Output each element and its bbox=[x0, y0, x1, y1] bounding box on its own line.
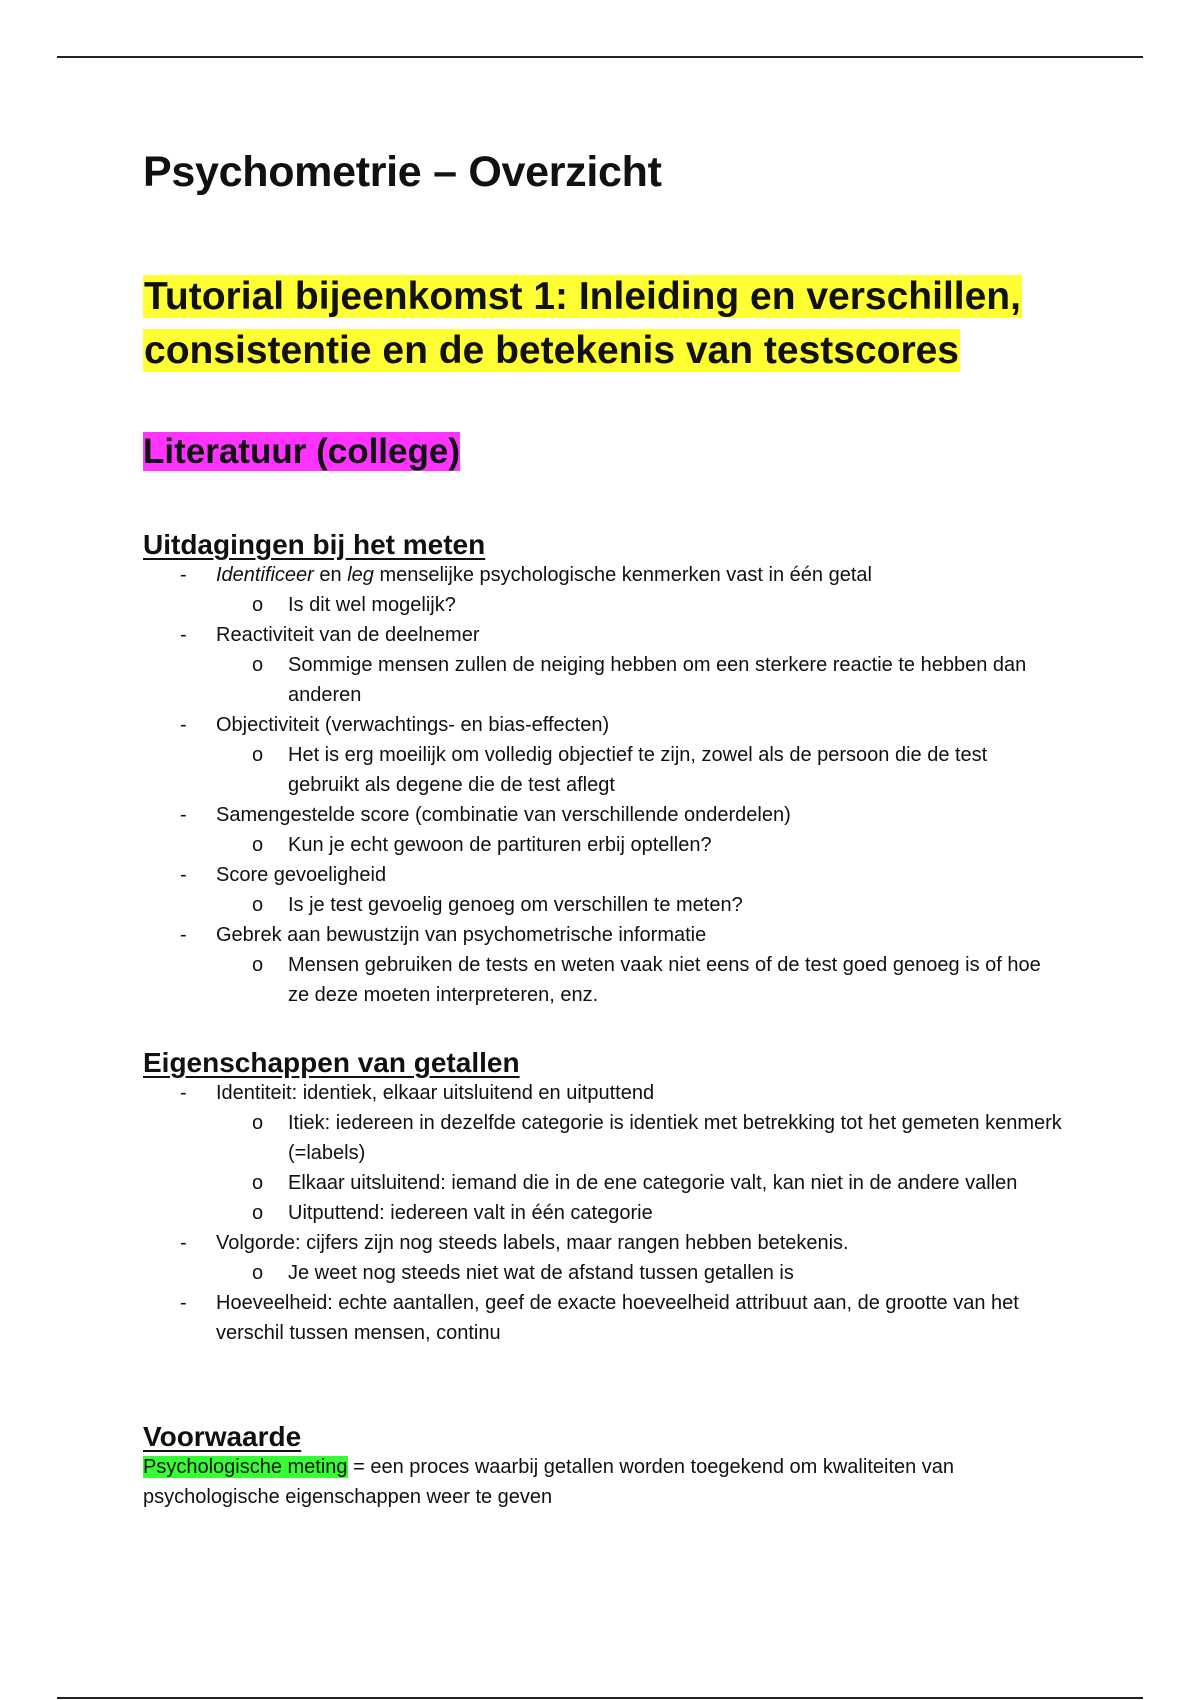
dash-bullet: - bbox=[180, 714, 187, 736]
list-item bbox=[143, 1228, 1063, 1258]
circle-bullet: o bbox=[252, 744, 264, 766]
section-heading: Uitdagingen bij het meten bbox=[143, 529, 486, 560]
list-item-text: menselijke psychologische kenmerken vast in één getal bbox=[373, 564, 872, 586]
circle-bullet: o bbox=[252, 654, 264, 676]
sub-list-item-text: Mensen gebruiken de tests en weten vaak niet eens of de test goed genoeg is of hoe ze deze moeten interpreteren, enz. bbox=[288, 954, 1041, 1006]
circle-bullet: o bbox=[252, 1112, 264, 1134]
circle-bullet: o bbox=[252, 834, 264, 856]
section-properties bbox=[143, 1046, 1063, 1348]
dash-bullet: - bbox=[180, 924, 187, 946]
dash-bullet: - bbox=[180, 1292, 187, 1314]
sub-list-item-text: Sommige mensen zullen de neiging hebben om een sterkere reactie te hebben dan anderen bbox=[288, 654, 1027, 706]
sub-list-item bbox=[143, 830, 1063, 860]
sub-list-item bbox=[143, 740, 1063, 800]
list-item-text: en bbox=[313, 564, 348, 586]
sub-list-item bbox=[143, 1168, 1063, 1198]
list-item-text: Hoeveelheid: echte aantallen, geef de exacte hoeveelheid attribuut aan, de grootte van het verschil tussen mensen, continu bbox=[216, 1292, 1019, 1344]
sub-list-item bbox=[143, 590, 1063, 620]
circle-bullet: o bbox=[252, 954, 264, 976]
dash-bullet: - bbox=[180, 864, 187, 886]
sub-list-item-text: Je weet nog steeds niet wat de afstand tussen getallen is bbox=[288, 1262, 794, 1284]
circle-bullet: o bbox=[252, 1202, 264, 1224]
dash-bullet: - bbox=[180, 1232, 187, 1254]
sub-list-item-text: Het is erg moeilijk om volledig objectief te zijn, zowel als de persoon die de test gebruikt als degene die de test aflegt bbox=[288, 744, 988, 796]
sub-list-item bbox=[143, 1198, 1063, 1228]
bottom-rule bbox=[57, 1697, 1143, 1699]
sub-list-item-text: Uitputtend: iedereen valt in één categorie bbox=[288, 1202, 653, 1224]
sub-list-item-text: Is dit wel mogelijk? bbox=[288, 594, 456, 616]
page-title: Psychometrie – Overzicht bbox=[143, 148, 662, 196]
list-item bbox=[143, 560, 1063, 590]
list-item-text: Score gevoeligheid bbox=[216, 864, 387, 886]
circle-bullet: o bbox=[252, 1262, 264, 1284]
section-heading: Voorwaarde bbox=[143, 1421, 302, 1452]
top-rule bbox=[57, 56, 1143, 58]
sub-list-item bbox=[143, 1108, 1063, 1168]
list-item bbox=[143, 1078, 1063, 1108]
list-item bbox=[143, 710, 1063, 740]
dash-bullet: - bbox=[180, 564, 187, 586]
list-item bbox=[143, 920, 1063, 950]
sub-list-item-text: Elkaar uitsluitend: iemand die in de ene categorie valt, kan niet in de andere vallen bbox=[288, 1172, 1018, 1194]
section-heading: Eigenschappen van getallen bbox=[143, 1047, 520, 1078]
list-item bbox=[143, 1288, 1063, 1348]
list-item bbox=[143, 620, 1063, 650]
sub-list-item bbox=[143, 650, 1063, 710]
circle-bullet: o bbox=[252, 1172, 264, 1194]
list-item bbox=[143, 800, 1063, 830]
list-item-text: Reactiviteit van de deelnemer bbox=[216, 624, 480, 646]
sub-list-item bbox=[143, 950, 1063, 1010]
literature-heading bbox=[143, 428, 460, 476]
italic-term: Identificeer bbox=[216, 564, 314, 586]
dash-bullet: - bbox=[180, 624, 187, 646]
italic-term: leg bbox=[347, 564, 374, 586]
definition-text: = een proces waarbij getallen worden toegekend om kwaliteiten van psychologische eigenschappen weer te geven bbox=[143, 1456, 955, 1508]
definition-term: Psychologische meting bbox=[143, 1456, 348, 1478]
sub-list-item-text: Itiek: iedereen in dezelfde categorie is identiek met betrekking tot het gemeten kenmerk (=labels) bbox=[288, 1112, 1062, 1164]
sub-list-item bbox=[143, 890, 1063, 920]
sub-list-item-text: Is je test gevoelig genoeg om verschillen te meten? bbox=[288, 894, 743, 916]
tutorial-heading-text: Tutorial bijeenkomst 1: Inleiding en verschillen, consistentie en de betekenis van testscores bbox=[144, 275, 1021, 372]
list-item-text: Samengestelde score (combinatie van verschillende onderdelen) bbox=[216, 804, 791, 826]
circle-bullet: o bbox=[252, 894, 264, 916]
list-item-text: Gebrek aan bewustzijn van psychometrische informatie bbox=[216, 924, 707, 946]
list-item-text: Objectiviteit (verwachtings- en bias-effecten) bbox=[216, 714, 610, 736]
circle-bullet: o bbox=[252, 594, 264, 616]
section-challenges bbox=[143, 528, 1063, 1010]
sub-list-item bbox=[143, 1258, 1063, 1288]
list-item-text: Volgorde: cijfers zijn nog steeds labels, maar rangen hebben betekenis. bbox=[216, 1232, 849, 1254]
literature-heading-text: Literatuur (college) bbox=[143, 432, 460, 471]
list-item-text: Identiteit: identiek, elkaar uitsluitend en uitputtend bbox=[216, 1082, 655, 1104]
definition-paragraph bbox=[143, 1452, 1043, 1512]
tutorial-heading bbox=[143, 270, 1043, 378]
dash-bullet: - bbox=[180, 804, 187, 826]
dash-bullet: - bbox=[180, 1082, 187, 1104]
sub-list-item-text: Kun je echt gewoon de partituren erbij optellen? bbox=[288, 834, 712, 856]
section-condition bbox=[143, 1420, 1063, 1512]
list-item bbox=[143, 860, 1063, 890]
